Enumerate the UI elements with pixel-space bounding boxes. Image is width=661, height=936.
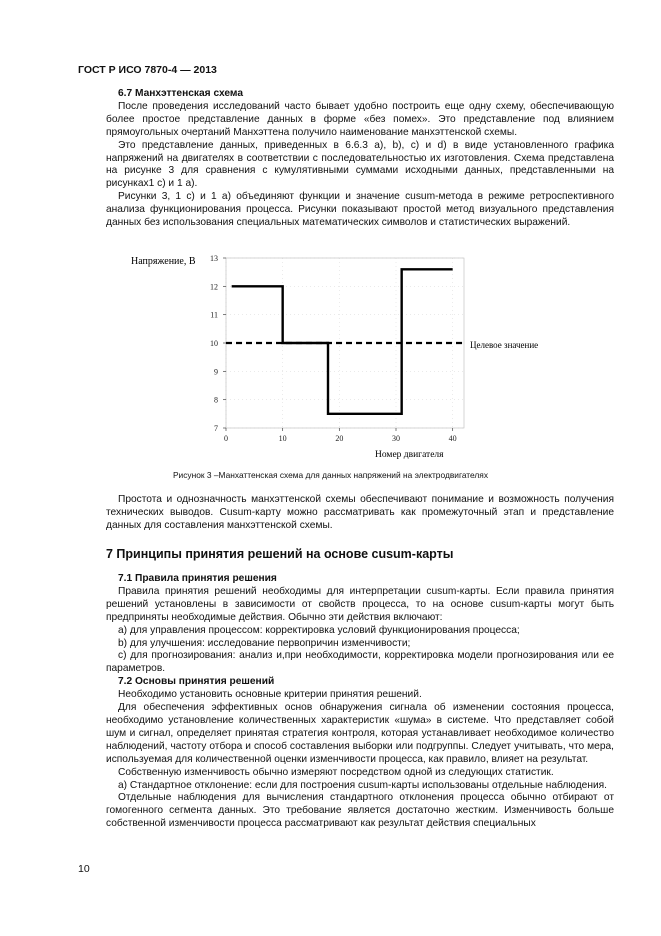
x-axis-label: Номер двигателя xyxy=(375,450,444,460)
section-7-body xyxy=(106,573,614,831)
plot-frame xyxy=(226,258,464,428)
paragraph: Простота и однозначность манхэттенской схемы обеспечивают понимание и возможность получения технических выводов. Cusum-карту можно рассматривать как промежуточный этап и представление данных для составления манхэттенской схемы. xyxy=(106,494,614,531)
page-number: 10 xyxy=(78,863,90,875)
y-axis-label: Напряжение, В xyxy=(131,256,196,267)
y-tick-label: 7 xyxy=(214,424,218,433)
paragraph: Собственную изменчивость обычно измеряют посредством одной из следующих статистик. xyxy=(118,766,554,778)
chart-grid xyxy=(226,258,464,428)
paragraph: Для обеспечения эффективных основ обнаружения сигнала об изменении состояния процесса, необходимо установление количественных характеристик «шума» в системе. Что представляет собой шум и сигнал, определяет принятая стратегия контроля, которая устанавливает необходимое количество наблюдений, частоту отбора и способ составления выборки или подгруппы. Следует учитывать, что мера, используемая для количественной оценки изменчивости процесса, как правило, влияет на результат. xyxy=(106,702,614,765)
paragraph: Это представление данных, приведенных в 6.6.3 a), b), c) и d) в виде установленного графика напряжений на двигателях в соответствии с последовательностью их изготовления. Схема представлена на рисунке 3 для сравнения с кумулятивными суммами исходными данных, представленными на рисунках1 c) и 1 a). xyxy=(106,139,614,190)
section-heading: 6.7 Манхэттенская схема xyxy=(118,88,243,99)
chart-series xyxy=(226,269,464,414)
y-tick-label: 10 xyxy=(210,339,218,348)
paragraph: а) Стандартное отклонение: если для построения cusum-карты использованы отдельные наблюдения. xyxy=(118,779,608,791)
y-tick-label: 8 xyxy=(214,395,218,405)
section-6-7 xyxy=(106,88,614,230)
figure-caption: Рисунок 3 –Манхаттенская схема для данных напряжений на электродвигателях xyxy=(172,470,489,480)
paragraph: Рисунки 3, 1 c) и 1 a) объединяют функции и значение cusum-метода в режиме ретроспективного анализа функционирования процесса. Рисунки показывают простой метод визуального представления данных без использования специальных математических символов и статистических выражений. xyxy=(106,191,614,229)
subsection-heading: 7.1 Правила принятия решения xyxy=(118,573,277,584)
paragraph: После проведения исследований часто бывает удобно построить еще одну схему, обеспечивающую более простое представление данных в форме «без помех». Это представление под влиянием прямоугольных очертаний Манхэттена получило наименование манхэттенской схемы. xyxy=(106,100,614,138)
y-tick-label: 11 xyxy=(210,310,218,320)
after-figure-text xyxy=(106,494,614,533)
list-item: а) для управления процессом: корректировка условий функционирования процесса; xyxy=(118,624,520,636)
y-tick-label: 13 xyxy=(210,254,218,263)
section-heading-main: 7 Принципы принятия решений на основе cusum-карты xyxy=(106,547,454,561)
list-item: c) для прогнозирования: анализ и,при необходимости, корректировка модели прогнозирования или ее параметров. xyxy=(106,650,614,675)
y-tick-label: 12 xyxy=(210,282,218,292)
x-tick-label: 40 xyxy=(448,434,457,443)
paragraph: Необходимо установить основные критерии принятия решений. xyxy=(118,689,422,701)
x-tick-label: 10 xyxy=(278,434,287,443)
chart-axes xyxy=(210,254,464,443)
section-7 xyxy=(106,548,614,561)
voltage-series-line xyxy=(232,269,453,414)
target-value-annotation: Целевое значение xyxy=(470,340,539,350)
x-tick-label: 20 xyxy=(335,434,344,443)
list-item: b) для улучшения: исследование первопричин изменчивости; xyxy=(118,637,411,649)
x-tick-label: 30 xyxy=(392,434,400,443)
paragraph: Правила принятия решений необходимы для интерпретации cusum-карты. Если правила принятия решений установлены в зависимости от свойств процесса, то на основе cusum-карты могут быть предприняты необходимые действия. Обычно эти действия включают: xyxy=(106,585,614,623)
subsection-heading: 7.2 Основы принятия решений xyxy=(118,676,275,688)
document-header: ГОСТ Р ИСО 7870-4 — 2013 xyxy=(78,64,217,76)
y-tick-label: 9 xyxy=(214,367,218,377)
x-tick-label: 0 xyxy=(224,434,228,443)
chart-labels xyxy=(131,256,538,460)
paragraph: Отдельные наблюдения для вычисления стандартного отклонения процесса обычно отбирают от гомогенного сегмента данных. Это требование является достаточно жестким. Изменчивость больше собственной изменчивости процесса рассматривают как результат действия специальных xyxy=(106,792,614,830)
